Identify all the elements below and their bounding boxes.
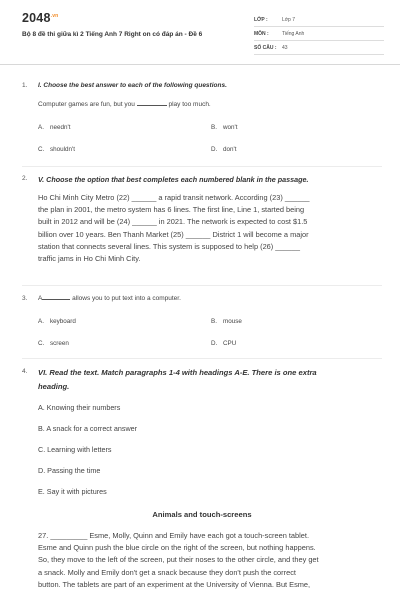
option-letter: C.	[38, 146, 45, 153]
passage-line: Ho Chi Minh City Metro (22) ______ a rapid transit network. According (23) ______	[38, 193, 310, 202]
question-number: 3.	[22, 295, 28, 302]
question-2	[22, 175, 382, 285]
meta-key: LỚP :	[254, 16, 268, 23]
header-divider	[0, 64, 400, 65]
paragraph-line: Esme and Quinn push the blue circle on the right of the screen, but nothing happens.	[38, 543, 316, 553]
paragraph-line: button. The tablets are part of an experiment at the University of Vienna. But Esme,	[38, 579, 311, 589]
question-divider	[22, 285, 382, 286]
option-d[interactable]	[211, 340, 236, 347]
logo-main: 2048	[22, 11, 51, 25]
option-a[interactable]	[38, 124, 70, 131]
meta-row-class	[254, 13, 384, 27]
option-letter: C.	[38, 340, 45, 347]
option-a[interactable]	[38, 318, 76, 325]
paragraph-line: So, they move to the left of the screen, put their noses to the other circle, and they get	[38, 555, 319, 565]
option-text: needn't	[50, 124, 71, 131]
reading-paragraph	[38, 530, 382, 591]
stem-before: Computer games are fun, but you	[38, 101, 135, 108]
meta-row-count	[254, 41, 384, 55]
heading-option-d: D. Passing the time	[38, 466, 101, 475]
answer-blank	[42, 295, 70, 300]
question-title: I. Choose the best answer to each of the following questions.	[38, 82, 227, 89]
question-divider	[22, 358, 382, 359]
logo-sub: .vn	[50, 12, 59, 19]
passage-line: the plan in 2001, the metro system has 6 lines. The first line, Line 1, started being	[38, 205, 305, 215]
heading-option-e: E. Say it with pictures	[38, 487, 107, 496]
option-text: don't	[223, 146, 237, 153]
meta-value: Lớp 7	[282, 16, 296, 23]
option-text: keyboard	[50, 318, 76, 325]
meta-value: Tiếng Anh	[282, 30, 305, 37]
option-letter: A.	[38, 124, 44, 131]
option-d[interactable]	[211, 146, 236, 153]
option-text: screen	[50, 340, 69, 347]
question-number: 2.	[22, 175, 28, 182]
option-letter: D.	[211, 146, 218, 153]
option-text: mouse	[223, 318, 242, 325]
meta-key: MÔN :	[254, 30, 269, 37]
section-title: Animals and touch-screens	[152, 510, 252, 519]
heading-option-c: C. Learning with letters	[38, 445, 112, 454]
passage-line: station that connects several lines. This system is supposed to help (26) ______	[38, 241, 300, 251]
question-stem	[38, 101, 211, 108]
option-letter: B.	[211, 124, 217, 131]
paragraph-line: a snack. Molly and Emily don't get a snack because they don't push the correct	[38, 567, 296, 577]
site-logo[interactable]	[22, 11, 58, 25]
heading-option-b: B. A snack for a correct answer	[38, 424, 138, 433]
answer-blank	[137, 101, 167, 106]
passage-line: traffic jams in Ho Chi Minh City.	[38, 254, 141, 264]
question-1	[22, 82, 382, 162]
meta-value: 43	[282, 44, 288, 51]
stem-before: A	[38, 295, 43, 302]
meta-key: SỐ CÂU :	[254, 44, 277, 51]
option-text: CPU	[223, 340, 237, 347]
question-title: V. Choose the option that best completes each numbered blank in the passage.	[38, 175, 309, 184]
option-c[interactable]	[38, 340, 69, 347]
question-stem	[38, 295, 181, 302]
question-title-line2: heading.	[38, 382, 70, 391]
passage	[38, 192, 382, 265]
document-title: Bộ 8 đề thi giữa kì 2 Tiếng Anh 7 Right on có đáp án - Đề 6	[22, 31, 203, 38]
stem-after: allows you to put text into a computer.	[72, 295, 181, 302]
meta-info	[254, 13, 384, 55]
page-header	[0, 0, 400, 62]
heading-option-a: A. Knowing their numbers	[38, 403, 121, 412]
question-title-line1: VI. Read the text. Match paragraphs 1-4 with headings A-E. There is one extra	[38, 368, 317, 377]
passage-line: built in 2012 and will be (24) ______ in 2021. The network is expected to cost $1.5	[38, 217, 308, 227]
question-divider	[22, 166, 382, 167]
option-letter: B.	[211, 318, 217, 325]
option-letter: D.	[211, 340, 218, 347]
option-text: won't	[223, 124, 238, 131]
question-4	[22, 368, 382, 600]
meta-row-subject	[254, 27, 384, 41]
question-3	[22, 295, 382, 355]
option-c[interactable]	[38, 146, 75, 153]
paragraph-line: 27. _________ Esme, Molly, Quinn and Emily have each got a touch-screen tablet.	[38, 531, 310, 540]
question-number: 1.	[22, 82, 28, 89]
stem-after: play too much.	[168, 101, 211, 108]
option-letter: A.	[38, 318, 44, 325]
option-text: shouldn't	[50, 146, 76, 153]
option-b[interactable]	[211, 318, 242, 325]
option-b[interactable]	[211, 124, 238, 131]
passage-line: billion over 10 years. Ben Thanh Market (25) ______ District 1 will become a major	[38, 229, 309, 239]
question-number: 4.	[22, 368, 28, 375]
